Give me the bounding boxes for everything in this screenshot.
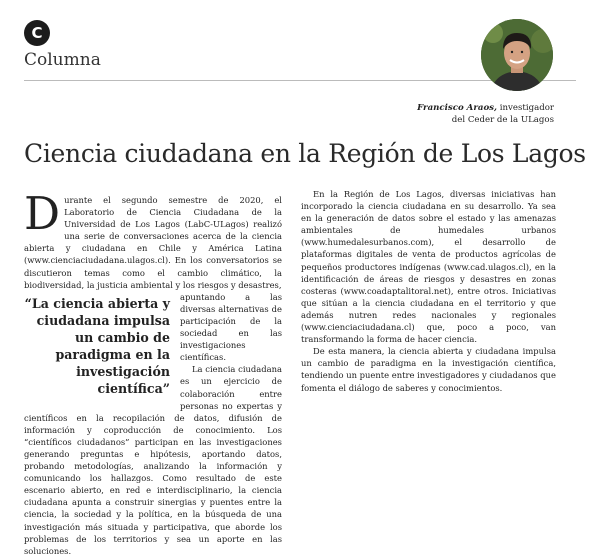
pull-quote: “La ciencia abierta y ciudadana impulsa un cambio de paradigma en la investigación científica” (24, 295, 170, 396)
paragraph-3: En la Región de Los Lagos, diversas iniciativas han incorporado la ciencia ciudadana en su desarrollo. Ya sea en la generación de datos sobre el estado y las amenazas ambientales de humedales urbanos (www.humedalesurbanos.com), el desarrollo de plataformas digitales de venta de productos agrícolas de pequeños productores indígenas (www.cad.ulagos.cl), en la identificación de áreas de riesgos y desastres en zonas costeras (www.coadaptalitoral.net), entre otros. Iniciativas que sitúan a la ciencia ciudadana en el territorio y que además nutren redes nacionales y regionales (www.cienciaciudadana.cl) que, poco a poco, van transformando la forma de hacer ciencia. (301, 189, 556, 345)
author-photo (481, 19, 553, 91)
article-column-1 (24, 187, 282, 557)
paragraph-1 (24, 187, 282, 291)
article-column-2 (301, 188, 556, 394)
drop-cap: D (24, 187, 61, 240)
author-name: Francisco Araos, (417, 103, 498, 113)
section-label: Columna (24, 50, 101, 70)
article-headline: Ciencia ciudadana en la Región de Los Lagos (24, 139, 586, 168)
paragraph-1-text: urante el segundo semestre de 2020, el Laboratorio de Ciencia Ciudadana de la Universidad de Los Lagos (LabC-ULagos) realizó una serie de conversaciones acerca de la ciencia abierta y ciudadana en Chile y América Latina (www.cienciaciudadana.ulagos.cl). En los conversatorios se discutieron temas como el cambio climático, la biodiversidad, la justicia ambiental y los riesgos y desastres, (24, 195, 282, 290)
author-role: investigador (499, 103, 554, 113)
author-credit (417, 102, 554, 126)
paragraph-4: De esta manera, la ciencia abierta y ciudadana impulsa un cambio de paradigma en la investigación científica, tendiendo un puente entre investigadores y ciudadanos que fomenta el diálogo de saberes y conocimientos. (301, 346, 556, 393)
author-affiliation: del Ceder de la ULagos (451, 115, 554, 125)
author-portrait-image (481, 19, 553, 91)
paragraph-2: La ciencia ciudadana es un ejercicio de colaboración entre personas no expertas y científicos en la recopilación de datos, difusión de información y coproducción de conocimiento. Los “científicos ciudadanos” participan en las investigaciones generando preguntas e hipótesis, aportando datos, probando metodologías, analizando la información y comunicando los hallazgos. Como resultado de este escenario abierto, en red e interdisciplinario, la ciencia ciudadana apunta a construir sinergias y puentes entre la ciencia, la sociedad y la política, en la búsqueda de una investigación más situada y participativa, que aborde los problemas de los territorios y sea un aporte en las soluciones. (24, 364, 282, 556)
column-logo: C (24, 20, 50, 46)
paragraph-1-continued: apuntando a las diversas alternativas de participación de la sociedad en las investigaciones científicas. (180, 291, 282, 363)
